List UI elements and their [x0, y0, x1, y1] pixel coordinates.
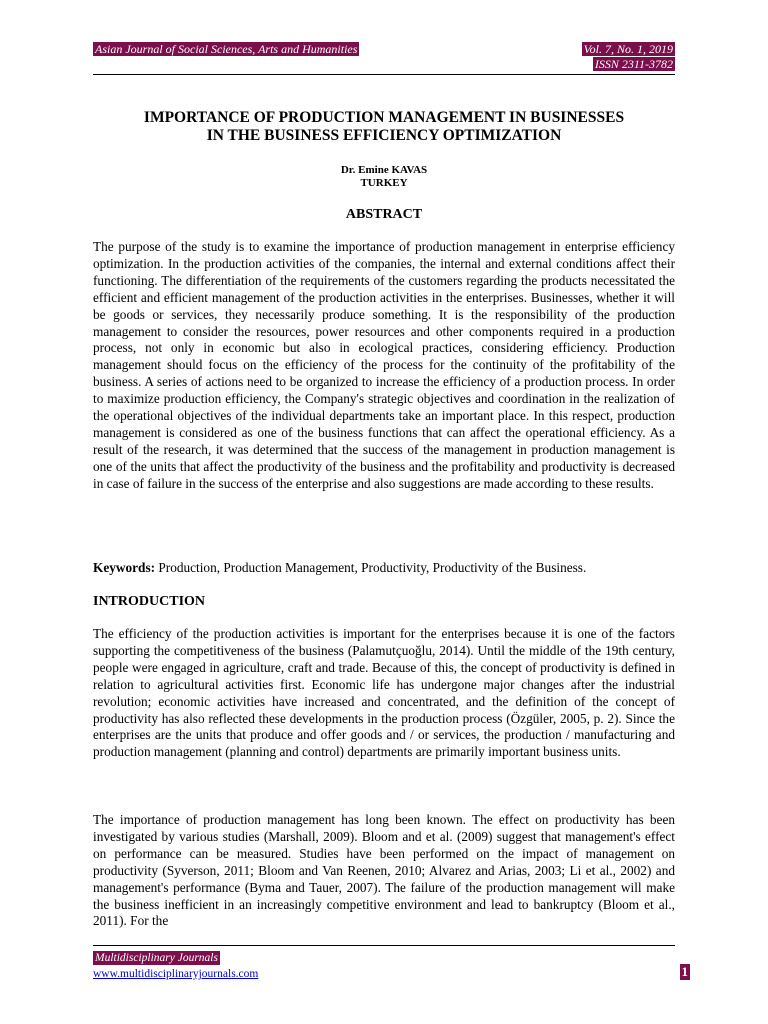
volume-info: Vol. 7, No. 1, 2019 [583, 42, 673, 56]
keywords [93, 559, 675, 576]
footer-journal: Multidisciplinary Journals [95, 952, 218, 964]
introduction-paragraph-2: The importance of production management has long been known. The effect on productivity has been investigated by various studies (Marshall, 2009). Bloom and et al. (2009) suggest that management's effect on performance can be measured. Studies have been performed on the impact of management on productivity (Syverson, 2011; Bloom and Van Reenen, 2010; Alvarez and Arias, 2003; Li et al., 2002) and management's performance (Byma and Tauer, 2007). The failure of the production management will make the business inefficient in an increasingly competitive environment and lead to bankruptcy (Bloom et al., 2011). For the [93, 812, 675, 929]
keywords-text: Production, Production Management, Productivity, Productivity of the Business. [158, 560, 587, 575]
abstract-heading: ABSTRACT [345, 207, 423, 222]
introduction-paragraph-1: The efficiency of the production activities is important for the enterprises because it is one of the factors supporting the competitiveness of the business (Palamutçuoğlu, 2014). Until the middle of the 19th century, people were engaged in agriculture, craft and trade. Because of this, the concept of productivity is defined in relation to agricultural activities first. Economic life has undergone major changes after the industrial revolution; economic activities have increased and concentrated, and the definition of the concept of productivity has also reflected these developments in the production process (Özgüler, 2005, p. 2). Since the enterprises are the units that produce and offer goods and / or services, the production / manufacturing and production management (planning and control) departments are primarily important business units. [93, 626, 675, 760]
footer-url-link[interactable]: www.multidisciplinaryjournals.com [93, 968, 259, 980]
title-line-2: IN THE BUSINESS EFFICIENCY OPTIMIZATION [206, 127, 562, 144]
author-country: TURKEY [360, 177, 408, 189]
issn: ISSN 2311-3782 [594, 57, 673, 71]
introduction-heading: INTRODUCTION [93, 594, 206, 609]
keywords-label: Keywords: [93, 560, 156, 575]
title-line-1: IMPORTANCE OF PRODUCTION MANAGEMENT IN BUSINESSES [143, 109, 625, 126]
page-number: 1 [681, 964, 688, 979]
journal-name: Asian Journal of Social Sciences, Arts and Humanities [95, 42, 358, 56]
paper-title [93, 109, 675, 145]
abstract-text: The purpose of the study is to examine the importance of production management in enterprise efficiency optimization. In the production activities of the companies, the internal and external conditions affect their functioning. The differentiation of the requirements of the customers regarding the products necessitated the efficient and efficient management of the production activities in the enterprises. Businesses, whether it will be goods or services, they necessarily produce something. It is the responsibility of the production management to consider the resources, power resources and other components required in a production process, not only in economic but also in ecological practices, considering efficiency. Production management should focus on the efficiency of the process for the continuity of the profitability of the business. A series of actions need to be organized to increase the efficiency of a production process. In order to maximize production efficiency, the Company's strategic objectives and coordination in the realization of the operational objectives of the individual departments take an important place. In this respect, production management is considered as one of the business functions that can affect the operational efficiency. As a result of the research, it was determined that the success of the management in production management is one of the units that affect the productivity of the business and the profitability and productivity is decreased in case of failure in the success of the enterprise and also suggestions are made according to these results. [93, 239, 675, 491]
header-divider [93, 74, 675, 75]
author-name: Dr. Emine KAVAS [340, 164, 428, 176]
footer-divider [93, 945, 675, 946]
author-block [93, 164, 675, 190]
